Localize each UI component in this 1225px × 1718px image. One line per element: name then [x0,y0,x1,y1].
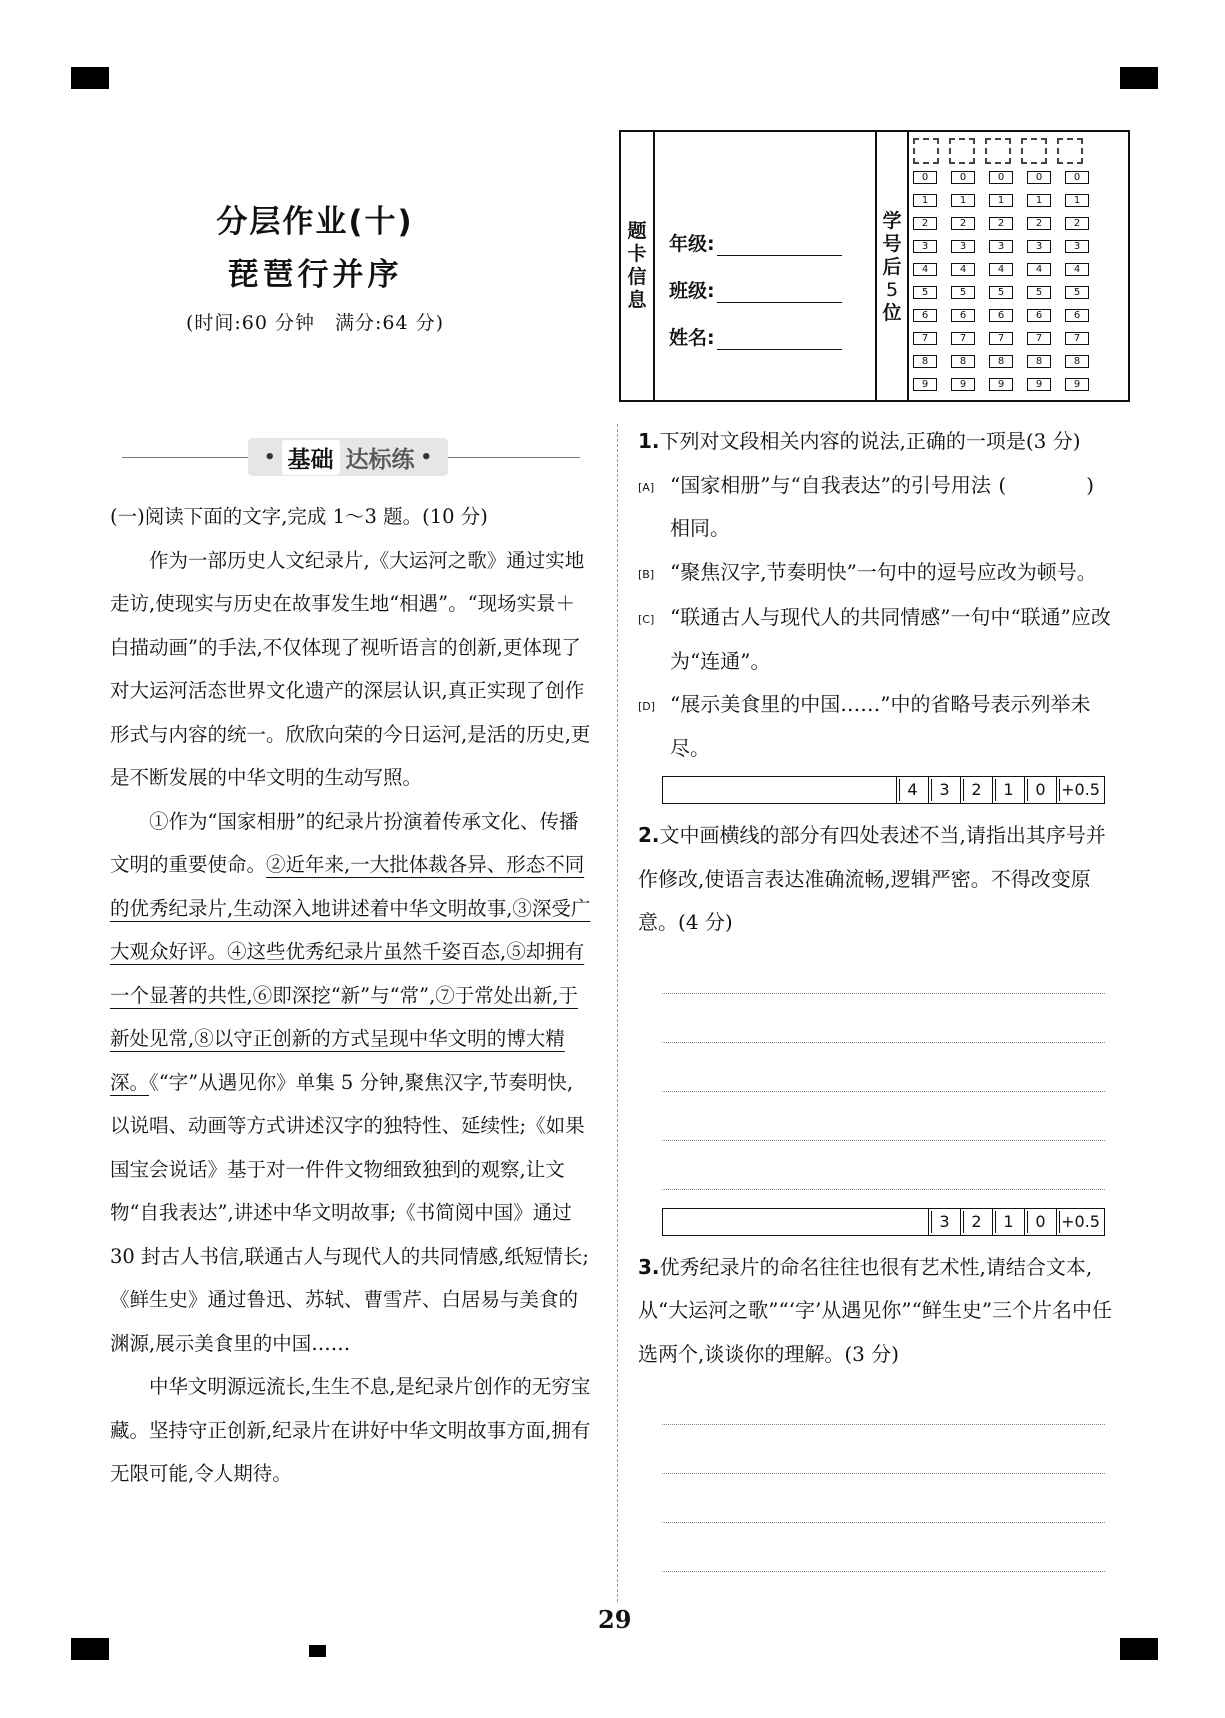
grade-field[interactable]: 年级: [669,229,842,256]
id-digit-bubble[interactable]: 8 [951,355,975,368]
id-digit-bubble[interactable]: 2 [913,217,937,230]
question-1: 1.下列对文段相关内容的说法,正确的一项是(3 分) ( ) [A] “国家相册”与“自我表达”的引号用法相同。 [B] “聚焦汉字,节奏明快”一句中的逗号应改为顿号。 [C] “联通古人与现代人的共同情感”一句中“联通”应改为“连通”。 [D] “展示美食里的中国……”中的省略号表示列举未尽。 4 3 2 1 0 +0.5 [638,420,1124,804]
id-write-boxes[interactable] [913,138,1091,164]
answer-card [619,130,1130,402]
id-digit-bubble[interactable]: 9 [989,378,1013,391]
id-digit-row [911,171,1091,184]
id-digit-bubble[interactable]: 4 [913,263,937,276]
question-stem: 优秀纪录片的命名往往也很有艺术性,请结合文本,从“大运河之歌”“‘字’从遇见你”“鲜生史”三个片名中任选两个,谈谈你的理解。(3 分) [638,1254,1113,1366]
registration-mark-bottom-mid [309,1645,326,1657]
id-digit-row [911,355,1091,368]
id-digit-row [911,286,1091,299]
registration-mark-top-right [1120,67,1158,89]
page-subtitle: 琵琶行并序 [227,257,403,293]
id-digit-bubble[interactable]: 5 [951,286,975,299]
id-digit-bubble[interactable]: 7 [1065,332,1089,345]
id-digit-bubble[interactable]: 3 [989,240,1013,253]
id-digit-row [911,217,1091,230]
id-digit-bubble[interactable]: 5 [1065,286,1089,299]
id-digit-bubble[interactable]: 8 [913,355,937,368]
id-digit-bubble[interactable]: 0 [913,171,937,184]
id-digit-bubble[interactable]: 2 [951,217,975,230]
id-digit-bubble[interactable]: 1 [1027,194,1051,207]
option-a[interactable]: [A] “国家相册”与“自我表达”的引号用法相同。 [638,472,991,540]
id-digit-bubble[interactable]: 7 [913,332,937,345]
score-box: 4 3 2 1 0 +0.5 [662,776,1105,804]
id-digit-bubble[interactable]: 6 [989,309,1013,322]
answer-lines[interactable] [638,1376,1124,1572]
id-digit-bubble[interactable]: 5 [1027,286,1051,299]
id-digit-bubble[interactable]: 4 [1065,263,1089,276]
id-digit-row [911,378,1091,391]
passage-intro: (一)阅读下面的文字,完成 1～3 题。(10 分) [110,505,488,528]
option-b[interactable]: [B] “聚焦汉字,节奏明快”一句中的逗号应改为顿号。 [638,559,1097,584]
id-digit-bubble[interactable]: 9 [913,378,937,391]
section-header [122,438,580,478]
id-digit-bubble[interactable]: 1 [913,194,937,207]
column-divider [617,424,618,1602]
id-digit-bubble[interactable]: 0 [1065,171,1089,184]
id-digit-bubble[interactable]: 5 [989,286,1013,299]
id-digit-bubble[interactable]: 1 [989,194,1013,207]
name-field[interactable]: 姓名: [669,323,842,350]
question-stem: 文中画横线的部分有四处表述不当,请指出其序号并作修改,使语言表达准确流畅,逻辑严密。不得改变原意。(4 分) [638,823,1106,934]
id-digit-bubble[interactable]: 3 [1065,240,1089,253]
registration-mark-bottom-left [71,1638,109,1660]
time-score-info: (时间:60 分钟 满分:64 分) [185,312,445,334]
card-divider [907,132,909,400]
id-digit-bubble[interactable]: 7 [989,332,1013,345]
page-title: 分层作业(十) [216,204,414,240]
student-id-label: 学 号 后 5 位 [882,210,902,324]
id-digit-bubble[interactable]: 2 [989,217,1013,230]
id-digit-bubble[interactable]: 5 [913,286,937,299]
id-digit-bubble[interactable]: 6 [1065,309,1089,322]
id-digit-bubble[interactable]: 4 [989,263,1013,276]
id-digit-bubble[interactable]: 9 [1027,378,1051,391]
id-digit-bubble[interactable]: 0 [951,171,975,184]
option-d[interactable]: [D] “展示美食里的中国……”中的省略号表示列举未尽。 [638,692,1091,760]
id-digit-row [911,309,1091,322]
score-box: 3 2 1 0 +0.5 [662,1208,1105,1236]
question-2: 2.文中画横线的部分有四处表述不当,请指出其序号并作修改,使语言表达准确流畅,逻辑严密。不得改变原意。(4 分) 3 2 1 0 +0.5 [638,814,1124,1236]
underlined-text: ②近年来,一大批体裁各异、形态不同的优秀纪录片,生动深入地讲述着中华文明故事,③深受广大观众好评。④这些优秀纪录片虽然千姿百态,⑤却拥有一个显著的共性,⑥即深挖“新”与“常”,⑦于常处出新,于新处见常,⑧以守正创新的方式呈现中华文明的博大精深。 [110,853,591,1094]
id-digit-bubble[interactable]: 9 [1065,378,1089,391]
card-divider [653,132,655,400]
id-digit-bubble[interactable]: 6 [951,309,975,322]
question-3: 3.优秀纪录片的命名往往也很有艺术性,请结合文本,从“大运河之歌”“‘字’从遇见你”“鲜生史”三个片名中任选两个,谈谈你的理解。(3 分) [638,1246,1124,1573]
id-digit-bubble[interactable]: 9 [951,378,975,391]
id-digit-row [911,332,1091,345]
class-field[interactable]: 班级: [669,276,842,303]
page-number: 29 [598,1605,632,1634]
id-digit-bubble[interactable]: 8 [989,355,1013,368]
id-digit-bubble[interactable]: 6 [1027,309,1051,322]
id-digit-bubble[interactable]: 3 [951,240,975,253]
reading-passage [110,495,592,1496]
id-digit-bubble[interactable]: 8 [1027,355,1051,368]
answer-bracket[interactable]: ( ) [998,472,1124,497]
student-id-bubble-grid [911,138,1091,391]
id-digit-bubble[interactable]: 2 [1027,217,1051,230]
id-digit-row [911,194,1091,207]
card-divider [875,132,877,400]
id-digit-bubble[interactable]: 0 [1027,171,1051,184]
id-digit-bubble[interactable]: 3 [1027,240,1051,253]
answer-lines[interactable] [638,945,1124,1190]
id-digit-bubble[interactable]: 0 [989,171,1013,184]
id-digit-row [911,263,1091,276]
id-digit-bubble[interactable]: 1 [951,194,975,207]
passage-paragraph: 中华文明源远流长,生生不息,是纪录片创作的无穷宝藏。坚持守正创新,纪录片在讲好中华文明故事方面,拥有无限可能,令人期待。 [110,1375,591,1485]
question-stem: 下列对文段相关内容的说法,正确的一项是(3 分) [659,429,1081,453]
id-digit-bubble[interactable]: 3 [913,240,937,253]
id-digit-row [911,240,1091,253]
title-block [150,196,480,335]
id-digit-bubble[interactable]: 8 [1065,355,1089,368]
section-badge: • 基础 达标练 • [248,438,448,476]
registration-mark-top-left [71,67,109,89]
registration-mark-bottom-right [1120,1638,1158,1660]
id-digit-bubble[interactable]: 7 [1027,332,1051,345]
id-digit-bubble[interactable]: 7 [951,332,975,345]
id-digit-bubble[interactable]: 4 [1027,263,1051,276]
id-digit-bubble[interactable]: 4 [951,263,975,276]
id-digit-bubble[interactable]: 2 [1065,217,1089,230]
id-digit-bubble[interactable]: 6 [913,309,937,322]
questions-column [638,420,1124,1572]
option-c[interactable]: [C] “联通古人与现代人的共同情感”一句中“联通”应改为“连通”。 [638,605,1111,673]
passage-paragraph: ①作为“国家相册”的纪录片扮演着传承文化、传播文明的重要使命。②近年来,一大批体裁各异、形态不同的优秀纪录片,生动深入地讲述着中华文明故事,③深受广大观众好评。④这些优秀纪录片虽然千姿百态,⑤却拥有一个显著的共性,⑥即深挖“新”与“常”,⑦于常处出新,于新处见常,⑧以守正创新的方式呈现中华文明的博大精深。《“字”从遇见你》单集 5 分钟,聚焦汉字,节奏明快,以说唱、动画等方式讲述汉字的独特性、延续性;《如果国宝会说话》基于对一件件文物细致独到的观察,让文物“自我表达”,讲述中华文明故事;《书简阅中国》通过 30 封古人书信,联通古人与现代人的共同情感,纸短情长;《鲜生史》通过鲁迅、苏轼、曹雪芹、白居易与美食的渊源,展示美食里的中国…… [110,809,591,1355]
info-label: 题 卡 信 息 [627,220,647,311]
id-digit-bubble[interactable]: 1 [1065,194,1089,207]
passage-paragraph: 作为一部历史人文纪录片,《大运河之歌》通过实地走访,使现实与历史在故事发生地“相遇”。“现场实景＋白描动画”的手法,不仅体现了视听语言的创新,更体现了对大运河活态世界文化遗产的深层认识,真正实现了创作形式与内容的统一。欣欣向荣的今日运河,是活的历史,更是不断发展的中华文明的生动写照。 [110,548,591,789]
